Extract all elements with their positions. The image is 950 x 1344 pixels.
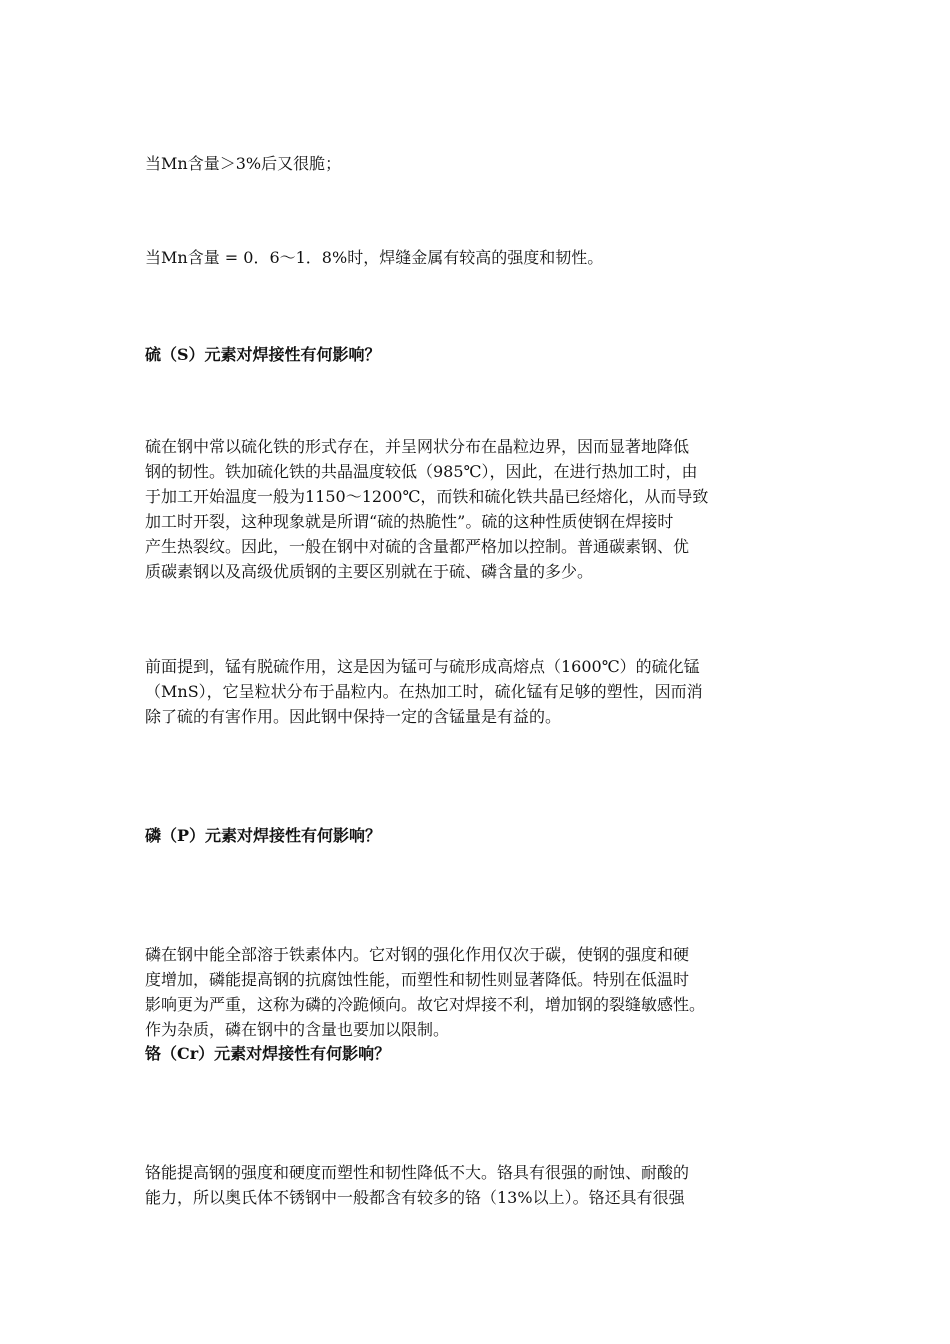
paragraph-line: 产生热裂纹。因此，一般在钢中对硫的含量都严格加以控制。普通碳素钢、优 [145,537,690,556]
paragraph-line: 于加工开始温度一般为1150～1200℃，而铁和硫化铁共晶已经熔化，从而导致 [145,487,709,506]
chromium-heading: 铬（Cr）元素对焊接性有何影响？ [145,1044,391,1063]
phosphorus-paragraph [145,942,810,1042]
chromium-paragraph [145,1160,810,1210]
sulfur-heading: 硫（S）元素对焊接性有何影响？ [145,345,381,364]
phosphorus-heading: 磷（P）元素对焊接性有何影响？ [145,826,382,845]
paragraph-line: 磷在钢中能全部溶于铁素体内。它对钢的强化作用仅次于碳，使钢的强度和硬 [145,945,690,964]
paragraph-line: 作为杂质，磷在钢中的含量也要加以限制。 [145,1020,450,1039]
paragraph-line: 钢的韧性。铁加硫化铁的共晶温度较低（985℃），因此，在进行热加工时，由 [145,462,698,481]
paragraph-line: 质碳素钢以及高级优质钢的主要区别就在于硫、磷含量的多少。 [145,562,594,581]
mn-optimal-line: 当Mn含量 = 0．6～1．8%时，焊缝金属有较高的强度和韧性。 [145,248,604,267]
paragraph-line: 能力，所以奥氏体不锈钢中一般都含有较多的铬（13%以上）。铬还具有很强 [145,1188,685,1207]
paragraph-line: （MnS），它呈粒状分布于晶粒内。在热加工时，硫化锰有足够的塑性，因而消 [145,682,703,701]
paragraph-line: 前面提到，锰有脱硫作用，这是因为锰可与硫形成高熔点（1600℃）的硫化锰 [145,657,700,676]
paragraph-line: 除了硫的有害作用。因此钢中保持一定的含锰量是有益的。 [145,707,562,726]
sulfur-paragraph-2 [145,654,810,729]
mn-brittle-line: 当Mn含量＞3%后又很脆； [145,154,342,173]
paragraph-line: 加工时开裂，这种现象就是所谓“硫的热脆性”。硫的这种性质使钢在焊接时 [145,512,674,531]
sulfur-paragraph-1 [145,434,810,584]
paragraph-line: 硫在钢中常以硫化铁的形式存在，并呈网状分布在晶粒边界，因而显著地降低 [145,437,690,456]
paragraph-line: 影响更为严重，这称为磷的冷跪倾向。故它对焊接不利，增加钢的裂缝敏感性。 [145,995,706,1014]
paragraph-line: 度增加，磷能提高钢的抗腐蚀性能，而塑性和韧性则显著降低。特别在低温时 [145,970,690,989]
paragraph-line: 铬能提高钢的强度和硬度而塑性和韧性降低不大。铬具有很强的耐蚀、耐酸的 [145,1163,690,1182]
